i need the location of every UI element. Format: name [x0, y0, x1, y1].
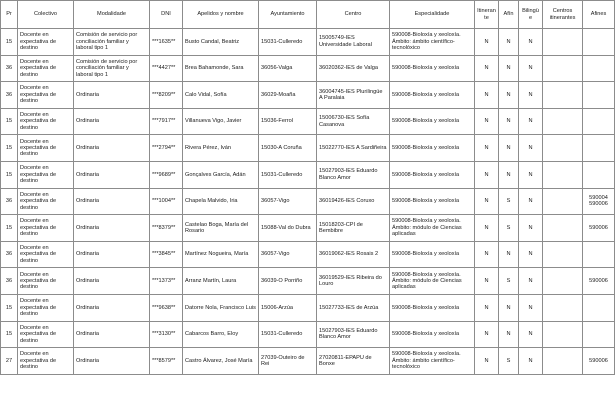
cell-centros-itinerantes [543, 321, 583, 348]
cell-dni: ***4427** [150, 55, 183, 82]
cell-afines [583, 135, 615, 162]
cell-bilingue: N [519, 268, 543, 295]
cell-especialidade: 590008-Bioloxía y xeoloxía. Ámbito: ámbito científico-tecnolóxico [390, 29, 475, 56]
table-row [1, 321, 615, 348]
cell-afin: S [499, 268, 519, 295]
cell-bilingue: N [519, 108, 543, 135]
cell-centros-itinerantes [543, 348, 583, 375]
cell-colectivo: Docente en expectativa de destino [18, 348, 74, 375]
cell-nombre: Datorre Nola, Francisco Luis [183, 294, 259, 321]
header-nombre: Apelidos y nombre [183, 1, 259, 29]
cell-itinerante: N [475, 161, 499, 188]
cell-modalidade: Ordinaria [74, 215, 150, 242]
cell-bilingue: N [519, 29, 543, 56]
cell-colectivo: Docente en expectativa de destino [18, 294, 74, 321]
cell-colectivo: Docente en expectativa de destino [18, 268, 74, 295]
cell-nombre: Arranz Martín, Laura [183, 268, 259, 295]
cell-especialidade: 590008-Bioloxía y xeoloxía [390, 82, 475, 109]
cell-afines [583, 108, 615, 135]
cell-dni: ***8579** [150, 348, 183, 375]
cell-nombre: Castro Álvarez, José María [183, 348, 259, 375]
table-row [1, 29, 615, 56]
cell-modalidade: Ordinaria [74, 188, 150, 215]
cell-colectivo: Docente en expectativa de destino [18, 108, 74, 135]
cell-itinerante: N [475, 294, 499, 321]
cell-ayuntamiento: 36029-Moaña [259, 82, 317, 109]
cell-afines [583, 241, 615, 268]
cell-especialidade: 590008-Bioloxía y xeoloxía [390, 241, 475, 268]
cell-especialidade: 590008-Bioloxía y xeoloxía. Ámbito: módulo de Ciencias aplicadas [390, 268, 475, 295]
header-bilingue: Bilingüe [519, 1, 543, 29]
cell-centros-itinerantes [543, 55, 583, 82]
header-itinerante: Itinerante [475, 1, 499, 29]
cell-colectivo: Docente en expectativa de destino [18, 241, 74, 268]
cell-afines [583, 321, 615, 348]
header-especialidade: Especialidade [390, 1, 475, 29]
table-row [1, 161, 615, 188]
cell-bilingue: N [519, 161, 543, 188]
cell-itinerante: N [475, 82, 499, 109]
cell-especialidade: 590008-Bioloxía y xeoloxía [390, 294, 475, 321]
cell-dni: ***7917** [150, 108, 183, 135]
cell-especialidade: 590008-Bioloxía y xeoloxía [390, 161, 475, 188]
cell-nombre: Rivera Pérez, Iván [183, 135, 259, 162]
cell-ayuntamiento: 15030-A Coruña [259, 135, 317, 162]
cell-afin: N [499, 161, 519, 188]
header-centro: Centro [317, 1, 390, 29]
cell-afines: 590006 [583, 268, 615, 295]
table-row [1, 135, 615, 162]
cell-modalidade: Ordinaria [74, 161, 150, 188]
cell-bilingue: N [519, 82, 543, 109]
cell-itinerante: N [475, 348, 499, 375]
cell-pr: 36 [1, 268, 18, 295]
cell-ayuntamiento: 15006-Arzúa [259, 294, 317, 321]
cell-colectivo: Docente en expectativa de destino [18, 161, 74, 188]
table-header-row [1, 1, 615, 29]
cell-centros-itinerantes [543, 215, 583, 242]
cell-dni: ***3845** [150, 241, 183, 268]
table-body [1, 29, 615, 375]
cell-itinerante: N [475, 55, 499, 82]
cell-centro: 36020362-IES de Valga [317, 55, 390, 82]
cell-nombre: Castelao Boga, María del Rosario [183, 215, 259, 242]
table-row [1, 55, 615, 82]
cell-modalidade: Ordinaria [74, 135, 150, 162]
cell-centros-itinerantes [543, 294, 583, 321]
cell-nombre: Calo Vidal, Sofía [183, 82, 259, 109]
table-row [1, 82, 615, 109]
cell-afin: S [499, 188, 519, 215]
cell-modalidade: Ordinaria [74, 268, 150, 295]
cell-pr: 15 [1, 108, 18, 135]
cell-dni: ***8209** [150, 82, 183, 109]
cell-colectivo: Docente en expectativa de destino [18, 215, 74, 242]
cell-especialidade: 590008-Bioloxía y xeoloxía. Ámbito: ámbito científico-tecnolóxico [390, 348, 475, 375]
cell-afin: S [499, 348, 519, 375]
cell-afines [583, 55, 615, 82]
table-row [1, 241, 615, 268]
cell-itinerante: N [475, 188, 499, 215]
cell-modalidade: Comisión de servicio por conciliación familiar y laboral tipo 1 [74, 55, 150, 82]
cell-pr: 15 [1, 215, 18, 242]
cell-modalidade: Ordinaria [74, 108, 150, 135]
cell-ayuntamiento: 36057-Vigo [259, 188, 317, 215]
cell-itinerante: N [475, 268, 499, 295]
cell-afin: S [499, 215, 519, 242]
cell-centro: 36019062-IES Rosais 2 [317, 241, 390, 268]
cell-itinerante: N [475, 108, 499, 135]
cell-centro: 15027903-IES Eduardo Blanco Amor [317, 161, 390, 188]
cell-centros-itinerantes [543, 82, 583, 109]
cell-nombre: Martínez Nogueira, María [183, 241, 259, 268]
header-modalidade: Modalidade [74, 1, 150, 29]
header-ayuntamiento: Ayuntamiento [259, 1, 317, 29]
cell-modalidade: Comisión de servicio por conciliación familiar y laboral tipo 1 [74, 29, 150, 56]
cell-colectivo: Docente en expectativa de destino [18, 321, 74, 348]
header-colectivo: Colectivo [18, 1, 74, 29]
cell-modalidade: Ordinaria [74, 321, 150, 348]
cell-colectivo: Docente en expectativa de destino [18, 82, 74, 109]
cell-centro: 15018203-CPI de Bembibre [317, 215, 390, 242]
table-row [1, 294, 615, 321]
cell-centros-itinerantes [543, 161, 583, 188]
cell-bilingue: N [519, 188, 543, 215]
cell-afines [583, 82, 615, 109]
cell-ayuntamiento: 15036-Ferrol [259, 108, 317, 135]
cell-afin: N [499, 241, 519, 268]
cell-nombre: Cabarcos Barro, Eloy [183, 321, 259, 348]
cell-especialidade: 590008-Bioloxía y xeoloxía [390, 108, 475, 135]
cell-centro: 36019426-IES Coruxo [317, 188, 390, 215]
cell-pr: 36 [1, 241, 18, 268]
cell-dni: ***1373** [150, 268, 183, 295]
cell-pr: 15 [1, 161, 18, 188]
table-row [1, 215, 615, 242]
cell-afines [583, 294, 615, 321]
cell-dni: ***3130** [150, 321, 183, 348]
cell-especialidade: 590008-Bioloxía y xeoloxía [390, 321, 475, 348]
cell-centro: 36004745-IES Plurilingüe A Paralaia [317, 82, 390, 109]
cell-itinerante: N [475, 241, 499, 268]
cell-bilingue: N [519, 135, 543, 162]
cell-ayuntamiento: 15031-Culleredo [259, 161, 317, 188]
cell-afin: N [499, 294, 519, 321]
table-row [1, 268, 615, 295]
cell-ayuntamiento: 36039-O Porriño [259, 268, 317, 295]
cell-bilingue: N [519, 294, 543, 321]
cell-dni: ***9689** [150, 161, 183, 188]
cell-nombre: Brea Bahamonde, Sara [183, 55, 259, 82]
cell-colectivo: Docente en expectativa de destino [18, 29, 74, 56]
table-row [1, 188, 615, 215]
cell-centro: 15027903-IES Eduardo Blanco Amor [317, 321, 390, 348]
cell-modalidade: Ordinaria [74, 241, 150, 268]
cell-pr: 36 [1, 55, 18, 82]
header-afin: Afín [499, 1, 519, 29]
cell-pr: 15 [1, 29, 18, 56]
cell-ayuntamiento: 15031-Culleredo [259, 29, 317, 56]
cell-bilingue: N [519, 321, 543, 348]
cell-itinerante: N [475, 29, 499, 56]
cell-modalidade: Ordinaria [74, 82, 150, 109]
header-centros-itinerantes: Centros itinerantes [543, 1, 583, 29]
cell-especialidade: 590008-Bioloxía y xeoloxía [390, 55, 475, 82]
cell-nombre: Busto Candal, Beatriz [183, 29, 259, 56]
cell-centro: 15022770-IES A Sardiñeira [317, 135, 390, 162]
cell-itinerante: N [475, 135, 499, 162]
cell-centros-itinerantes [543, 108, 583, 135]
cell-afin: N [499, 29, 519, 56]
cell-afines [583, 161, 615, 188]
table-row [1, 348, 615, 375]
cell-afin: N [499, 55, 519, 82]
cell-dni: ***8379** [150, 215, 183, 242]
cell-centros-itinerantes [543, 135, 583, 162]
cell-ayuntamiento: 36056-Valga [259, 55, 317, 82]
cell-bilingue: N [519, 55, 543, 82]
header-dni: DNI [150, 1, 183, 29]
cell-afin: N [499, 82, 519, 109]
cell-bilingue: N [519, 348, 543, 375]
cell-pr: 15 [1, 135, 18, 162]
cell-pr: 36 [1, 82, 18, 109]
cell-centro: 15006730-IES Sofía Casanova [317, 108, 390, 135]
cell-centros-itinerantes [543, 29, 583, 56]
cell-pr: 15 [1, 294, 18, 321]
cell-ayuntamiento: 27039-Outeiro de Rei [259, 348, 317, 375]
cell-especialidade: 590008-Bioloxía y xeoloxía [390, 135, 475, 162]
cell-ayuntamiento: 15088-Val do Dubra [259, 215, 317, 242]
cell-modalidade: Ordinaria [74, 294, 150, 321]
cell-modalidade: Ordinaria [74, 348, 150, 375]
cell-ayuntamiento: 36057-Vigo [259, 241, 317, 268]
cell-bilingue: N [519, 241, 543, 268]
cell-colectivo: Docente en expectativa de destino [18, 55, 74, 82]
cell-afin: N [499, 108, 519, 135]
cell-dni: ***1635** [150, 29, 183, 56]
cell-colectivo: Docente en expectativa de destino [18, 135, 74, 162]
cell-centro: 15027733-IES de Arzúa [317, 294, 390, 321]
cell-centros-itinerantes [543, 268, 583, 295]
cell-itinerante: N [475, 215, 499, 242]
cell-especialidade: 590008-Bioloxía y xeoloxía. Ámbito: módulo de Ciencias aplicadas [390, 215, 475, 242]
cell-nombre: Villanueva Vigo, Javier [183, 108, 259, 135]
cell-especialidade: 590008-Bioloxía y xeoloxía [390, 188, 475, 215]
cell-pr: 27 [1, 348, 18, 375]
cell-afines: 590006 [583, 348, 615, 375]
cell-nombre: Chapela Malvido, Iria [183, 188, 259, 215]
cell-afines [583, 29, 615, 56]
header-pr: Pr [1, 1, 18, 29]
cell-nombre: Gonçalves García, Adán [183, 161, 259, 188]
cell-ayuntamiento: 15031-Culleredo [259, 321, 317, 348]
cell-pr: 15 [1, 321, 18, 348]
cell-centros-itinerantes [543, 188, 583, 215]
cell-colectivo: Docente en expectativa de destino [18, 188, 74, 215]
cell-centro: 15005749-IES Universidade Laboral [317, 29, 390, 56]
cell-pr: 36 [1, 188, 18, 215]
cell-afines: 590006 [583, 215, 615, 242]
cell-centro: 27020811-EPAPU de Bonxe [317, 348, 390, 375]
cell-dni: ***1004** [150, 188, 183, 215]
cell-itinerante: N [475, 321, 499, 348]
cell-dni: ***9638** [150, 294, 183, 321]
header-afines: Afines [583, 1, 615, 29]
cell-afin: N [499, 321, 519, 348]
cell-dni: ***2794** [150, 135, 183, 162]
table-row [1, 108, 615, 135]
cell-bilingue: N [519, 215, 543, 242]
cell-centro: 36019529-IES Ribeira do Louro [317, 268, 390, 295]
cell-afines: 590004 590006 [583, 188, 615, 215]
cell-centros-itinerantes [543, 241, 583, 268]
cell-afin: N [499, 135, 519, 162]
